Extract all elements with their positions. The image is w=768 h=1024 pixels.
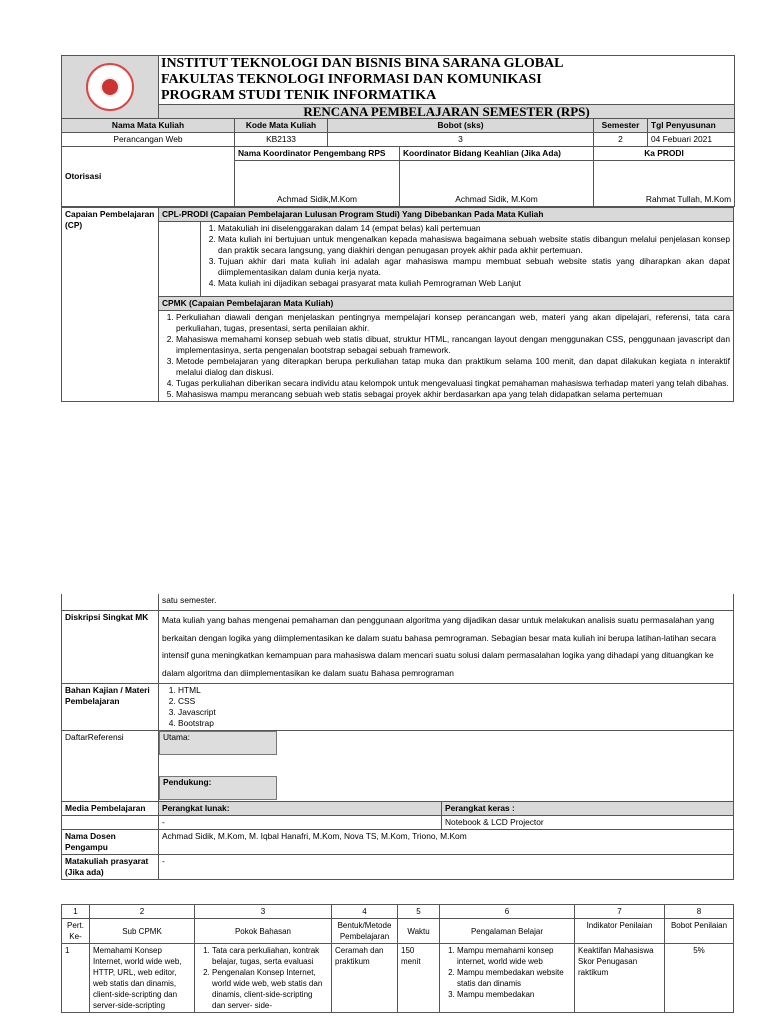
bahan-item: 3. Javascript	[178, 707, 730, 718]
deskripsi-text: Mata kuliah yang bahas mengenai pemahaman dan penggunaan algoritma yang dijadikan dasar untuk melakukan analisis suatu permasalahan yang berkaitan dengan logika yang diimplementasikan ke dalam suatu bahasa pemrograman. Sebagian besar mata kuliah ini berupa latihan-latihan secara intensif guna meningkatkan kemampuan para mahasiswa dalam mencari suatu solusi dalam permasalahan logika yang dihadapi yang dituangkan ke dalam algoritma dan diimplementasikan ke dalam suatu Bahasa pemrograman	[159, 611, 734, 684]
bahan-item: 1. HTML	[178, 685, 730, 696]
col-number: 4	[332, 905, 398, 919]
rps-schedule-table	[61, 904, 734, 1013]
col-header: Bobot Penilaian	[665, 919, 734, 944]
col-number: 1	[62, 905, 90, 919]
referensi-cell	[159, 731, 734, 802]
bahan-kajian-label: Bahan Kajian / Materi Pembelajaran	[62, 684, 159, 731]
header-nama-mk: Nama Mata Kuliah	[62, 119, 235, 133]
col-number: 8	[665, 905, 734, 919]
cpl-item: 3. Tujuan akhir dari mata kuliah ini adalah agar mahasiswa mampu membuat sebuah website statis yang diharapkan akan dapat diimplementasikan dalam dunia kerja nyata.	[218, 256, 730, 278]
pokok-item: 1. Tata cara perkuliahan, kontrak belajar, tugas, serta evaluasi	[212, 945, 328, 967]
cpmk-item: 3. Metode pembelajaran yang diterapkan berupa perkuliahan tatap muka dan praktikum selama 100 menit, dan dapat dilakukan kegiata n interaktif melalui dialog dan diskusi.	[176, 356, 730, 378]
perangkat-lunak-value: -	[159, 816, 442, 830]
header-kode-mk: Kode Mata Kuliah	[235, 119, 328, 133]
cp-label: Capaian Pembelajaran (CP)	[62, 208, 159, 402]
cpmk-item: 4. Tugas perkuliahan diberikan secara individu atau kelompok untuk mengevaluasi tingkat pemahaman mahasiswa terhadap materi yang telah dibahas.	[176, 378, 730, 389]
rps-header-block	[61, 55, 734, 402]
tgl-penyusunan: 04 Febuari 2021	[648, 133, 735, 147]
cpl-item: 4. Mata kuliah ini dijadikan sebagai prasyarat mata kuliah Pemrograman Web Lanjut	[218, 278, 730, 289]
col-number: 7	[575, 905, 665, 919]
cpl-title: CPL-PRODI (Capaian Pembelajaran Lulusan Program Studi) Yang Dibebankan Pada Mata Kuliah	[159, 208, 734, 222]
deskripsi-label: Diskripsi Singkat MK	[62, 611, 159, 684]
cpmk-continuation: satu semester.	[159, 594, 734, 611]
ka-prodi-name: Rahmat Tullah, M.Kom	[594, 161, 735, 207]
bahan-kajian-list	[159, 684, 734, 731]
col-header: Pert. Ke-	[62, 919, 90, 944]
col-header: Sub CPMK	[90, 919, 195, 944]
perangkat-lunak-label: Perangkat lunak:	[159, 802, 442, 816]
rps-title: RENCANA PEMBELAJARAN SEMESTER (RPS)	[159, 105, 735, 119]
nama-mk: Perancangan Web	[62, 133, 235, 147]
cell-pengalaman	[440, 944, 575, 1013]
institution-name: INSTITUT TEKNOLOGI DAN BISNIS BINA SARANA GLOBAL	[161, 56, 564, 71]
cell-indikator: Keaktifan Mahasiswa Skor Penugasan raktikum	[575, 944, 665, 1013]
otorisasi-label: Otorisasi	[62, 147, 235, 207]
prasyarat-label: Matakuliah prasyarat (Jika ada)	[62, 855, 159, 880]
col-header: Pengalaman Belajar	[440, 919, 575, 944]
col-header: Waktu	[398, 919, 440, 944]
referensi-label: DaftarReferensi	[62, 731, 159, 802]
pengalaman-item: 2. Mampu membedakan website statis dan dinamis	[457, 967, 571, 989]
cell-bobot: 5%	[665, 944, 734, 1013]
koordinator-rps-header: Nama Koordinator Pengembang RPS	[235, 147, 400, 161]
cpl-item: 2. Mata kuliah ini bertujuan untuk mengenalkan kepada mahasiswa bagaimana sebuah website statis dibangun melalui penjelasan konsep dan praktik secara langsung, yang diakhiri dengan penugasan proyek akhir pada akhir pertemuan.	[218, 234, 730, 256]
pokok-item: 2. Pengenalan Konsep Internet, world wide web, web statis dan dinamis, client-side-scripting dan server- side-	[212, 967, 328, 1011]
pengalaman-item: 1. Mampu memahami konsep internet, world wide web	[457, 945, 571, 967]
koordinator-keahlian-name: Achmad Sidik, M.Kom	[400, 161, 594, 207]
cpmk-item: 2. Mahasiswa memahami konsep sebuah web statis dibuat, struktur HTML, rancangan layout dengan menggunakan CSS, penggunaan javascript dan implementasinya, serta pengenalan bootstrap sebagai sebuah framework.	[176, 334, 730, 356]
ka-prodi-header: Ka PRODI	[594, 147, 735, 161]
institution-logo	[62, 56, 159, 119]
referensi-pendukung: Pendukung:	[159, 776, 277, 800]
header-tgl: Tgl Penyusunan	[648, 119, 735, 133]
cpmk-title: CPMK (Capaian Pembelajaran Mata Kuliah)	[159, 297, 734, 311]
perangkat-keras-value: Notebook & LCD Projector	[442, 816, 734, 830]
referensi-utama: Utama:	[159, 731, 277, 755]
col-header: Indikator Penilaian	[575, 919, 665, 944]
col-number: 2	[90, 905, 195, 919]
cpmk-item: 5. Mahasiswa mampu merancang sebuah web statis sebagai proyek akhir berdasarkan apa yang telah didapatkan selama pertemuan	[176, 389, 730, 400]
dosen-text: Achmad Sidik, M.Kom, M. Iqbal Hanafri, M.Kom, Nova TS, M.Kom, Triono, M.Kom	[159, 830, 734, 855]
col-number: 3	[195, 905, 332, 919]
cell-sub-cpmk: Memahami Konsep Internet, world wide web, HTTP, URL, web editor, web statis dan dinamis, client-side-scripting dan server-side-scripting	[90, 944, 195, 1013]
col-header: Bentuk/Metode Pembelajaran	[332, 919, 398, 944]
header-semester: Semester	[594, 119, 648, 133]
cell-metode: Ceramah dan praktikum	[332, 944, 398, 1013]
rps-detail-block	[61, 594, 734, 880]
col-number: 6	[440, 905, 575, 919]
cpl-list	[201, 222, 734, 297]
semester: 2	[594, 133, 648, 147]
cell-pert: 1	[62, 944, 90, 1013]
faculty-name: FAKULTAS TEKNOLOGI INFORMASI DAN KOMUNIKASI	[161, 72, 542, 87]
header-bobot: Bobot (sks)	[328, 119, 594, 133]
koordinator-keahlian-header: Koordinator Bidang Keahlian (Jika Ada)	[400, 147, 594, 161]
cell-pokok	[195, 944, 332, 1013]
program-name: PROGRAM STUDI TENIK INFORMATIKA	[161, 88, 437, 103]
col-header: Pokok Bahasan	[195, 919, 332, 944]
cell-waktu: 150 menit	[398, 944, 440, 1013]
bobot-sks: 3	[328, 133, 594, 147]
media-label: Media Pembelajaran	[62, 802, 159, 816]
table-row	[62, 944, 734, 1013]
dosen-label: Nama Dosen Pengampu	[62, 830, 159, 855]
kode-mk: KB2133	[235, 133, 328, 147]
perangkat-keras-label: Perangkat keras :	[442, 802, 734, 816]
cpmk-item: 1. Perkuliahan diawali dengan menjelaskan pentingnya mempelajari konsep perancangan web, materi yang akan dipelajari, referensi, tata cara perkuliahan, tugas, presentasi, serta penilaian akhir.	[176, 312, 730, 334]
col-number: 5	[398, 905, 440, 919]
pengalaman-item: 3. Mampu membedakan	[457, 989, 571, 1000]
koordinator-rps-name: Achmad Sidik,M.Kom	[235, 161, 400, 207]
bahan-item: 2. CSS	[178, 696, 730, 707]
cpl-item: 1. Matakuliah ini diselenggarakan dalam 14 (empat belas) kali pertemuan	[218, 223, 730, 234]
bahan-item: 4. Bootstrap	[178, 718, 730, 729]
cpmk-list	[159, 311, 734, 402]
prasyarat-text: -	[159, 855, 734, 880]
